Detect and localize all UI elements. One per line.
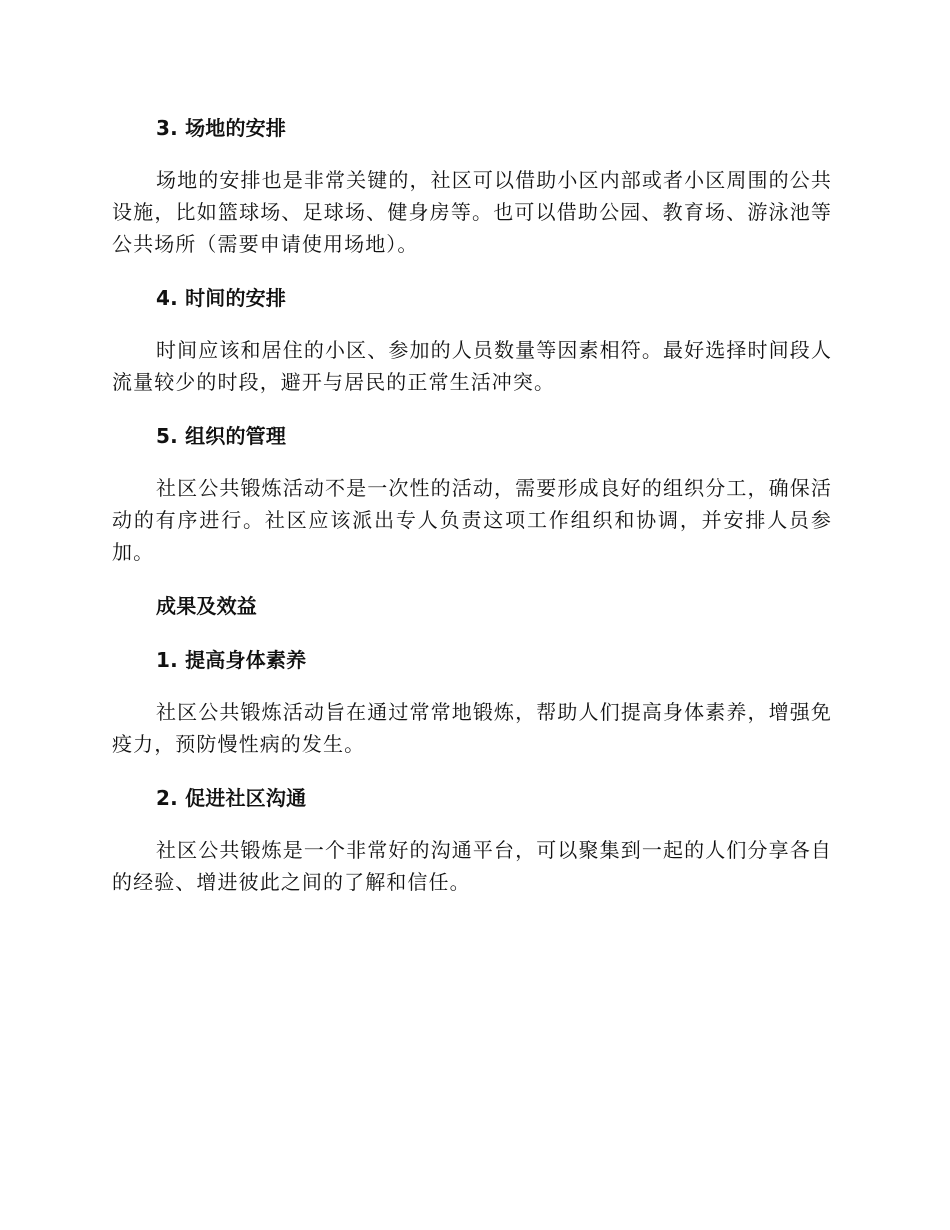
section-heading-time: 4. 时间的安排 — [156, 286, 287, 310]
section-heading-results: 成果及效益 — [156, 594, 257, 618]
paragraph-time: 时间应该和居住的小区、参加的人员数量等因素相符。最好选择时间段人流量较少的时段，避开与居民的正常生活冲突。 — [112, 338, 832, 394]
paragraph-fitness: 社区公共锻炼活动旨在通过常常地锻炼，帮助人们提高身体素养，增强免疫力，预防慢性病的发生。 — [112, 700, 832, 756]
section-heading-communication: 2. 促进社区沟通 — [156, 786, 307, 810]
section-heading-venue: 3. 场地的安排 — [156, 116, 287, 140]
section-heading-fitness: 1. 提高身体素养 — [156, 648, 307, 672]
paragraph-management: 社区公共锻炼活动不是一次性的活动，需要形成良好的组织分工，确保活动的有序进行。社区应该派出专人负责这项工作组织和协调，并安排人员参加。 — [112, 476, 832, 564]
paragraph-venue: 场地的安排也是非常关键的，社区可以借助小区内部或者小区周围的公共设施，比如篮球场、足球场、健身房等。也可以借助公园、教育场、游泳池等公共场所（需要申请使用场地）。 — [112, 168, 832, 256]
paragraph-communication: 社区公共锻炼是一个非常好的沟通平台，可以聚集到一起的人们分享各自的经验、增进彼此之间的了解和信任。 — [112, 838, 832, 894]
document-body — [112, 112, 832, 898]
section-heading-management: 5. 组织的管理 — [156, 424, 287, 448]
